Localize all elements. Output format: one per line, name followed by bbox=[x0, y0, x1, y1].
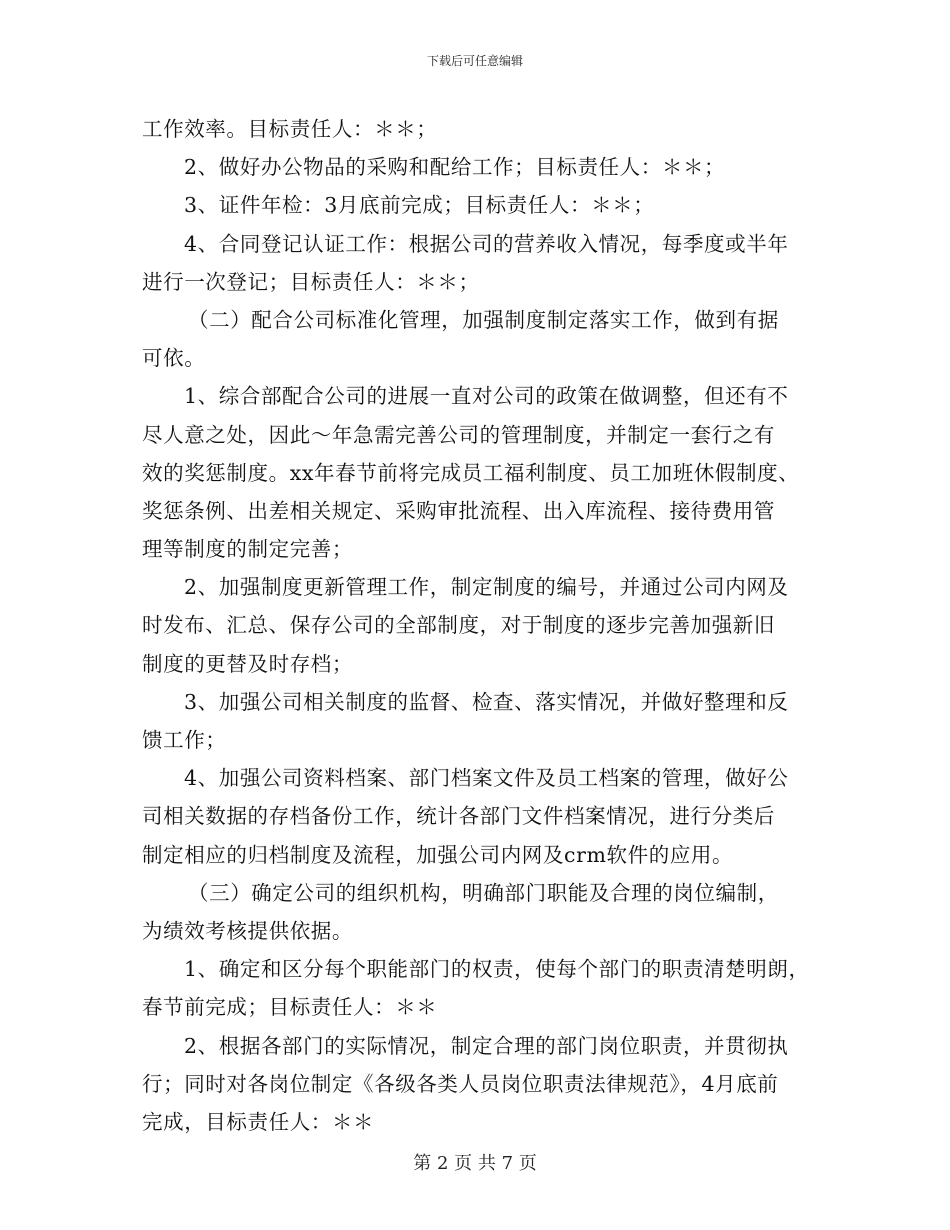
body-line: 3、加强公司相关制度的监督、检查、落实情况，并做好整理和反 bbox=[184, 689, 789, 714]
body-line: 行；同时对各岗位制定《各级各类人员岗位职责法律规范》，4月底前 bbox=[142, 1071, 779, 1096]
body-line: 制度的更替及时存档； bbox=[142, 651, 353, 676]
body-line: 时发布、汇总、保存公司的全部制度，对于制度的逐步完善加强新旧 bbox=[142, 613, 775, 638]
body-line: 为绩效考核提供依据。 bbox=[142, 918, 353, 943]
page-number-footer: 第 2 页 共 7 页 bbox=[413, 1153, 537, 1174]
body-line: 可依。 bbox=[142, 346, 206, 371]
body-line: 理等制度的制定完善； bbox=[142, 537, 353, 562]
body-line: 3、证件年检：3月底前完成；目标责任人：＊＊； bbox=[184, 193, 655, 218]
body-line: 进行一次登记；目标责任人：＊＊； bbox=[142, 269, 480, 294]
body-line: 司相关数据的存档备份工作，统计各部门文件档案情况，进行分类后 bbox=[142, 804, 775, 829]
body-line: 1、确定和区分每个职能部门的权责，使每个部门的职责清楚明朗， bbox=[184, 957, 810, 982]
section-heading: （二）配合公司标准化管理，加强制度制定落实工作，做到有据 bbox=[188, 307, 779, 332]
body-line: 2、做好办公物品的采购和配给工作；目标责任人：＊＊； bbox=[184, 155, 726, 180]
body-line: 2、加强制度更新管理工作，制定制度的编号，并通过公司内网及 bbox=[184, 575, 789, 600]
body-line: 4、合同登记认证工作：根据公司的营养收入情况，每季度或半年 bbox=[184, 231, 789, 256]
body-line: 尽人意之处，因此～年急需完善公司的管理制度，并制定一套行之有 bbox=[142, 422, 775, 447]
section-heading: （三）确定公司的组织机构，明确部门职能及合理的岗位编制， bbox=[188, 880, 779, 905]
page-header: 下载后可任意编辑 bbox=[426, 54, 523, 68]
body-line: 制定相应的归档制度及流程，加强公司内网及crm软件的应用。 bbox=[142, 842, 734, 867]
body-line: 4、加强公司资料档案、部门档案文件及员工档案的管理，做好公 bbox=[184, 766, 789, 791]
body-line: 奖惩条例、出差相关规定、采购审批流程、出入库流程、接待费用管 bbox=[142, 498, 775, 523]
body-line: 完成，目标责任人：＊＊ bbox=[142, 1109, 375, 1134]
body-line: 2、根据各部门的实际情况，制定合理的部门岗位职责，并贯彻执 bbox=[184, 1033, 789, 1058]
body-line: 馈工作； bbox=[142, 728, 227, 752]
document-body bbox=[142, 110, 818, 1141]
body-line: 1、综合部配合公司的进展一直对公司的政策在做调整，但还有不 bbox=[184, 384, 789, 409]
body-line: 工作效率。目标责任人：＊＊； bbox=[142, 117, 438, 141]
body-line: 效的奖惩制度。xx年春节前将完成员工福利制度、员工加班休假制度、 bbox=[142, 460, 800, 485]
body-line: 春节前完成；目标责任人：＊＊ bbox=[142, 995, 438, 1020]
